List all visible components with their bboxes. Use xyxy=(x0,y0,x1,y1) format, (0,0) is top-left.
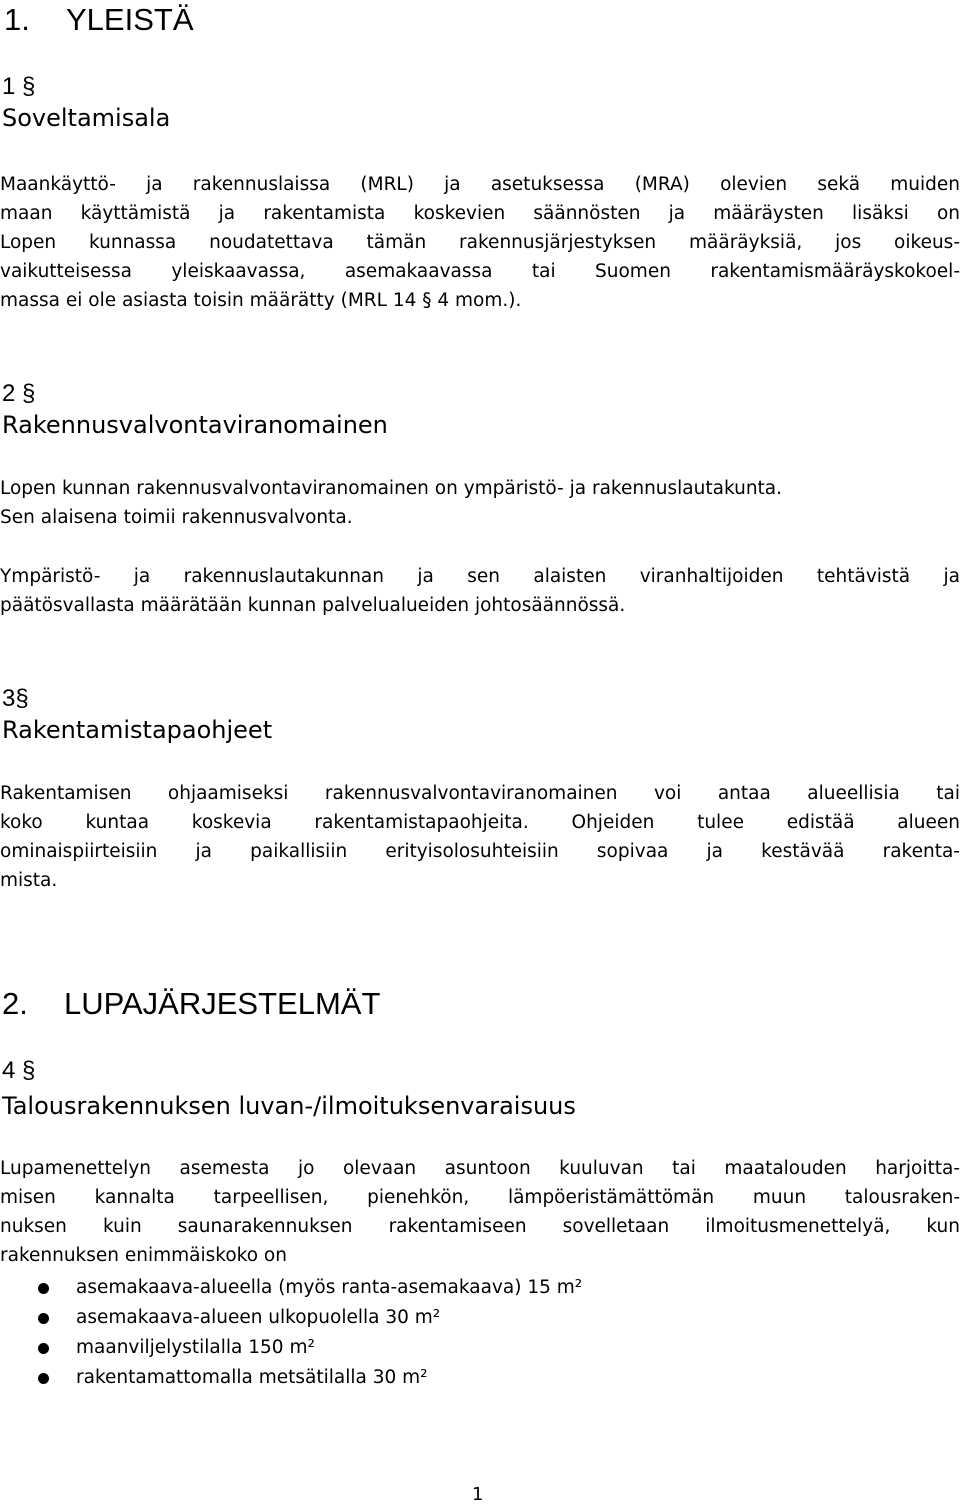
section-number: 2 § xyxy=(2,380,36,407)
list-item-text: rakentamattomalla metsätilalla 30 m² xyxy=(76,1367,428,1388)
bullet-icon xyxy=(38,1313,49,1324)
bullet-list xyxy=(0,1273,960,1393)
paragraph-line: Lupamenettelyn asemesta jo olevaan asuntoon kuuluvan tai maatalouden harjoitta- xyxy=(0,1158,960,1179)
list-item xyxy=(0,1273,960,1303)
paragraph xyxy=(0,1154,960,1270)
paragraph-line: massa ei ole asiasta toisin määrätty (MRL 14 § 4 mom.). xyxy=(0,290,522,311)
paragraph-line: Maankäyttö- ja rakennuslaissa (MRL) ja asetuksessa (MRA) olevien sekä muiden xyxy=(0,174,960,195)
paragraph-line: koko kuntaa koskevia rakentamistapaohjeita. Ohjeiden tulee edistää alueen xyxy=(0,812,960,833)
section-title: Talousrakennuksen luvan-/ilmoituksenvaraisuus xyxy=(2,1092,576,1120)
page-number: 1 xyxy=(472,1484,484,1505)
paragraph-line: ominaispiirteisiin ja paikallisiin erityisolosuhteisiin sopivaa ja kestävää rakenta- xyxy=(0,841,960,862)
paragraph-line: misen kannalta tarpeellisen, pienehkön, lämpöeristämättömän muun talousraken- xyxy=(0,1187,960,1208)
paragraph-line: vaikutteisessa yleiskaavassa, asemakaavassa tai Suomen rakentamismääräyskokoel- xyxy=(0,261,960,282)
paragraph-line: Sen alaisena toimii rakennusvalvonta. xyxy=(0,507,353,528)
bullet-icon xyxy=(38,1283,49,1294)
paragraph-line: Lopen kunnassa noudatettava tämän rakennusjärjestyksen määräyksiä, jos oikeus- xyxy=(0,232,960,253)
paragraph-line: Rakentamisen ohjaamiseksi rakennusvalvontaviranomainen voi antaa alueellisia tai xyxy=(0,783,960,804)
paragraph xyxy=(0,474,960,532)
paragraph xyxy=(0,779,960,895)
list-item xyxy=(0,1333,960,1363)
section-number: 1 § xyxy=(2,73,36,100)
paragraph-line: Ympäristö- ja rakennuslautakunnan ja sen alaisten viranhaltijoiden tehtävistä ja xyxy=(0,566,960,587)
list-item-text: asemakaava-alueella (myös ranta-asemakaava) 15 m² xyxy=(76,1277,583,1298)
chapter-number: 1. xyxy=(4,2,30,37)
paragraph xyxy=(0,170,960,315)
paragraph-line: päätösvallasta määrätään kunnan palvelualueiden johtosäännössä. xyxy=(0,595,626,616)
paragraph-line: maan käyttämistä ja rakentamista koskevien säännösten ja määräysten lisäksi on xyxy=(0,203,960,224)
paragraph xyxy=(0,562,960,620)
list-item xyxy=(0,1303,960,1333)
chapter-heading xyxy=(2,986,380,1022)
bullet-icon xyxy=(38,1343,49,1354)
bullet-icon xyxy=(38,1373,49,1384)
section-number: 4 § xyxy=(2,1057,36,1084)
list-item-text: asemakaava-alueen ulkopuolella 30 m² xyxy=(76,1307,441,1328)
list-item xyxy=(0,1363,960,1393)
list-item-text: maanviljelystilalla 150 m² xyxy=(76,1337,315,1358)
paragraph-line: mista. xyxy=(0,870,58,891)
paragraph-line: rakennuksen enimmäiskoko on xyxy=(0,1245,287,1266)
chapter-heading xyxy=(4,2,194,38)
section-number: 3§ xyxy=(2,685,29,712)
chapter-title: YLEISTÄ xyxy=(66,2,194,37)
paragraph-line: Lopen kunnan rakennusvalvontaviranomainen on ympäristö- ja rakennuslautakunta. xyxy=(0,478,783,499)
section-title: Rakennusvalvontaviranomainen xyxy=(2,411,388,439)
section-title: Soveltamisala xyxy=(2,104,171,132)
chapter-title: LUPAJÄRJESTELMÄT xyxy=(64,986,381,1021)
chapter-number: 2. xyxy=(2,986,28,1021)
section-title: Rakentamistapaohjeet xyxy=(2,716,273,744)
paragraph-line: nuksen kuin saunarakennuksen rakentamiseen sovelletaan ilmoitusmenettelyä, kun xyxy=(0,1216,960,1237)
